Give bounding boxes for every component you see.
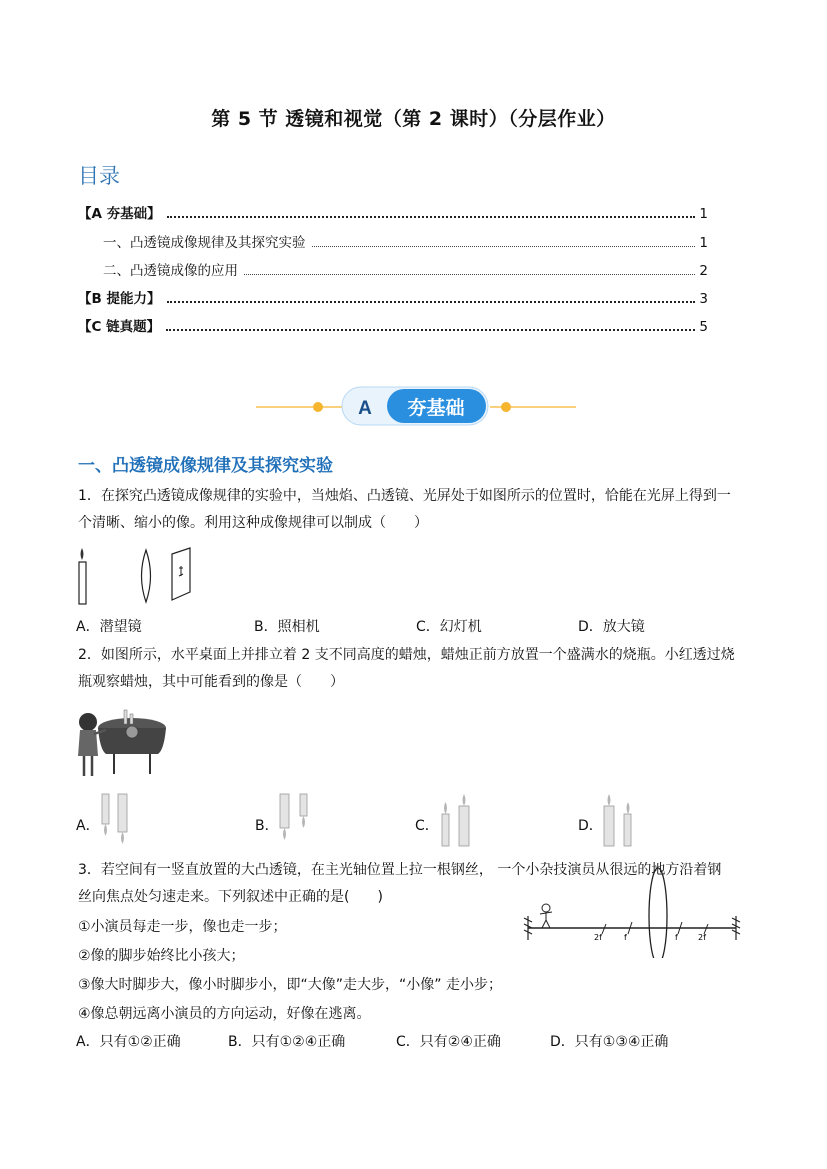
q3-option-d[interactable]: D．只有①③④正确 <box>550 1034 669 1050</box>
section-title: 一、凸透镜成像规律及其探究实验 <box>78 456 333 476</box>
q2-option-d-image <box>598 792 638 850</box>
toc-leader <box>167 216 696 218</box>
q3-option-c[interactable]: C．只有②④正确 <box>396 1034 501 1050</box>
toc-leader <box>167 301 696 303</box>
q2-text-line1: 2．如图所示，水平桌面上并排立着 2 支不同高度的蜡烛，蜡烛正前方放置一个盛满水的烧瓶。小红透过烧 <box>78 647 735 663</box>
acrobat-body <box>540 912 552 928</box>
toc-item-label: 【C 链真题】 <box>78 319 161 335</box>
toc-item-a[interactable] <box>78 202 708 222</box>
toc-leader <box>312 246 696 247</box>
label-2f-left: 2f <box>594 933 602 942</box>
toc-heading: 目录 <box>78 164 120 188</box>
q2-label-b[interactable]: B． <box>255 818 279 834</box>
toc-item-page: 3 <box>699 291 708 307</box>
q3-text-line1: 3．若空间有一竖直放置的大凸透镜，在主光轴位置上拉一根钢丝， 一个小杂技演员从很远的地方沿着钢 <box>78 862 722 878</box>
q1-option-c[interactable]: C．幻灯机 <box>416 619 482 635</box>
q2-option-c-image <box>435 792 475 850</box>
toc-item-page: 5 <box>699 319 708 335</box>
banner-letter: A <box>358 398 372 419</box>
q1-text-line2: 个清晰、缩小的像。利用这种成像规律可以制成（ ） <box>78 515 428 531</box>
acrobat-head <box>542 904 550 912</box>
toc-item-label: 【A 夯基础】 <box>78 206 161 222</box>
q3-option-a[interactable]: A．只有①②正确 <box>76 1034 181 1050</box>
toc-item-section1[interactable] <box>103 231 708 251</box>
q3-option-b[interactable]: B．只有①②④正确 <box>228 1034 346 1050</box>
toc-leader <box>166 329 695 331</box>
toc-item-section2[interactable] <box>103 259 708 279</box>
label-f-left: f <box>624 933 627 942</box>
q2-figure <box>74 700 170 780</box>
q2-label-a[interactable]: A． <box>76 818 100 834</box>
convex-lens <box>142 550 151 602</box>
left-anchor <box>524 916 532 940</box>
toc-item-page: 2 <box>699 263 708 279</box>
banner-dot-left <box>313 402 323 412</box>
q3-figure <box>520 858 745 958</box>
label-f-right: f <box>675 933 678 942</box>
toc-item-label: 一、凸透镜成像规律及其探究实验 <box>103 235 306 251</box>
toc-item-b[interactable] <box>78 287 708 307</box>
q1-option-b[interactable]: B．照相机 <box>254 619 320 635</box>
q3-text-line2: 丝向焦点处匀速走来。下列叙述中正确的是( ) <box>78 889 383 905</box>
label-2f-right: 2f <box>698 933 706 942</box>
banner-dot-right <box>501 402 511 412</box>
q3-options <box>76 1031 776 1051</box>
page-title: 第 5 节 透镜和视觉（第 2 课时）（分层作业） <box>211 108 616 130</box>
q3-statement-2: ②像的脚步始终比小孩大； <box>78 948 245 964</box>
q1-option-d[interactable]: D．放大镜 <box>578 619 645 635</box>
candle-body <box>79 562 86 604</box>
banner-text: 夯基础 <box>407 397 465 419</box>
q2-label-c[interactable]: C． <box>415 818 439 834</box>
toc-item-page: 1 <box>699 235 708 251</box>
q2-option-a-image <box>96 792 136 848</box>
toc-item-page: 1 <box>699 206 708 222</box>
toc-item-label: 【B 提能力】 <box>78 291 161 307</box>
q1-options <box>76 616 776 636</box>
light-screen <box>168 546 198 608</box>
q3-statement-3: ③像大时脚步大，像小时脚步小，即“大像”走大步，“小像” 走小步； <box>78 977 503 993</box>
big-convex-lens <box>649 868 667 958</box>
q1-option-a[interactable]: A．潜望镜 <box>76 619 142 635</box>
q2-option-b-image <box>274 792 314 848</box>
toc-leader <box>244 274 695 275</box>
q2-text-line2: 瓶观察蜡烛，其中可能看到的像是（ ） <box>78 674 344 690</box>
girl-head <box>79 713 97 731</box>
toc-item-label: 二、凸透镜成像的应用 <box>103 263 238 279</box>
candle-flame <box>81 548 84 560</box>
q3-statement-4: ④像总朝远离小演员的方向运动，好像在逃离。 <box>78 1006 371 1022</box>
q2-label-d[interactable]: D． <box>578 818 603 834</box>
q3-statement-1: ①小演员每走一步，像也走一步； <box>78 919 287 935</box>
section-banner <box>250 383 580 431</box>
toc-item-c[interactable] <box>78 315 708 335</box>
q1-text-line1: 1．在探究凸透镜成像规律的实验中，当烛焰、凸透镜、光屏处于如图所示的位置时，恰能在光屏上得到一 <box>78 488 731 504</box>
